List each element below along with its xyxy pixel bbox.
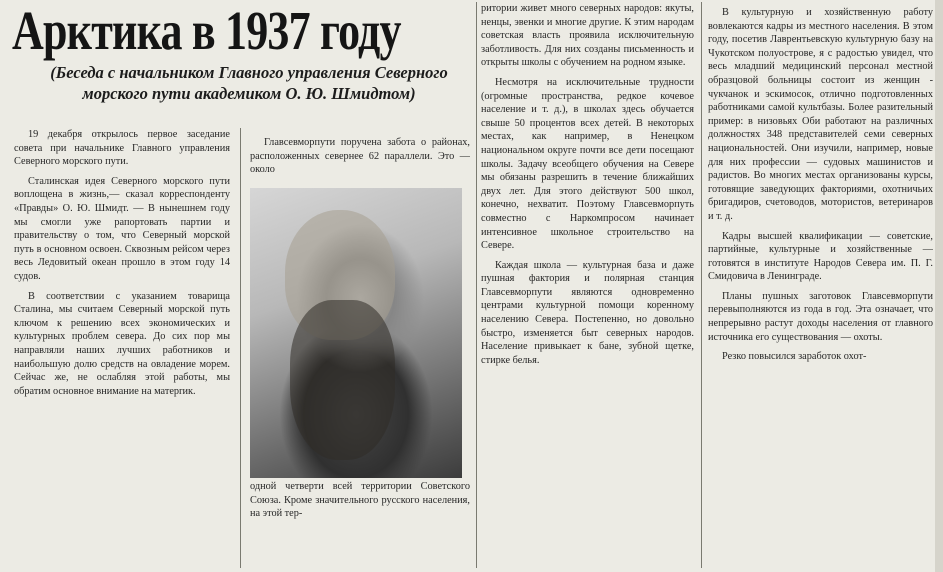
paragraph: ритории живет много северных народов: якуты, ненцы, эвенки и многие другие. К этим народам советская власть проявила исключительную заботливость. Для них созданы письменность и открыты школы с обучением на родном языке. [481, 3, 694, 69]
headline: Арктика в 1937 году [12, 0, 401, 61]
page-edge [935, 0, 943, 572]
paragraph: В соответствии с указанием товарища Сталина, мы считаем Северный морской путь ключом к решению всех экономических и культурных проблем севера. До сих пор мы направляли наших лучших работников и наибольшую долю средств на овладение морем. Сейчас же, не ослабляя этой работы, мы обратим основное внимание на матерrик. [14, 290, 230, 397]
portrait-beard-shade [290, 300, 395, 460]
column-4 [708, 6, 933, 568]
column-1 [14, 128, 230, 568]
paragraph: Сталинская идея Северного морского пути воплощена в жизнь,— сказал корреспонденту «Правды» О. Ю. Шмидт. — В нынешнем году мы смогли уже рапортовать партии и правительству о том, что Северный морской путь в основном освоен. Сквозным рейсом через весь Ледовитый океан прошло в этом году 14 судов. [14, 175, 230, 282]
paragraph: 19 декабря открылось первое заседание совета при начальнике Главного управления Северного морского пути. [14, 129, 230, 168]
paragraph: В культурную и хозяйственную работу вовлекаются кадры из местного населения. В этом году, посетив Лаврентьевскую культурную базу на Чукотском полуострове, я с радостью увидел, что весь младший медицинский персонал местной образцовой больницы состоит из женщин - чукчанок и эскимосок, отлично подготовленных работниками самой культбазы. Более разительный пример: в низовьях Оби работают на различных должностях 348 представителей семи северных национальностей. Они изучили, например, новые для них профессии — судовых машинистов и радистов. Во многих местах организованы курсы, готовящие заведующих факториями, охотничьих бригадиров, счетоводов, мотористов, ветеринаров и т. д. [708, 7, 933, 222]
column-divider [701, 2, 702, 568]
paragraph: Каждая школа — культурная база и даже пушная фактория и полярная станция Главсевморпути являются одновременно центрами культурной помощи коренному населению Севера. Постепенно, но довольно быстро, изменяется быт северных народов. Население привыкает к бане, зубной щетке, стирке белья. [481, 259, 694, 366]
paragraph: Главсевморпути поручена забота о районах, расположенных севернее 62 параллели. Это — около [250, 137, 470, 176]
paragraph: Кадры высшей квалификации — советские, партийные, культурные и хозяйственные — готовятся в институте Народов Севера им. П. Г. Смидовича в Ленинграде. [708, 230, 933, 283]
column-2-top [250, 136, 470, 184]
subheading: (Беседа с начальником Главного управления Северного морского пути академиком О. Ю. Шмидтом) [50, 63, 448, 103]
column-divider [476, 2, 477, 568]
column-divider [240, 128, 241, 568]
paragraph: Резко повысился заработок охот- [722, 351, 867, 363]
paragraph: Несмотря на исключительные трудности (огромные пространства, редкое кочевое население и т. д.), в школах здесь обучается свыше 50 процентов всех детей. В некоторых местах, как например, в Ненецком национальном округе почти все дети посещают школы. Задачу всеобщего обучения на Севере мы обязаны разрешить в течение ближайших двух лет. Для этого действуют 500 школ, конечно, нехватит. Поэтому Главсевморпуть совместно с Наркомпросом начинает интенсивное школьное строительство на Севере. [481, 76, 694, 252]
paragraph: одной четверти всей территории Советского Союза. Кроме значительного русского населения, на этой тер- [250, 481, 470, 520]
column-2-bottom [250, 480, 470, 570]
column-3 [481, 2, 694, 568]
paragraph: Планы пушных заготовок Главсевморпути перевыполняются из года в год. Эта означает, что непрерывно растут доходы населения от главного источника его существования — охоты. [708, 290, 933, 343]
